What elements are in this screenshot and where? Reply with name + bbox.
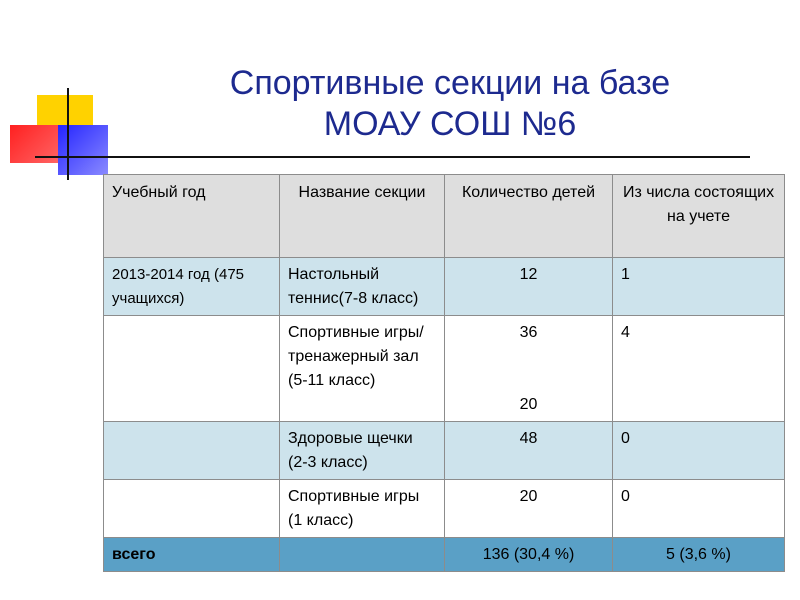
cell-section: Настольный теннис(7-8 класс): [280, 258, 445, 316]
title-line-1: Спортивные секции на базе: [229, 64, 671, 102]
sports-sections-table: [103, 174, 785, 572]
table-row: [104, 422, 785, 480]
header-section: Название секции: [280, 175, 445, 258]
slide-title: [180, 63, 720, 145]
cell-year: 2013-2014 год (475 учащихся): [104, 258, 280, 316]
cell-registered: 1: [613, 258, 785, 316]
total-section: [280, 538, 445, 572]
cell-year: [104, 422, 280, 480]
cell-registered: 0: [613, 480, 785, 538]
cell-registered: 0: [613, 422, 785, 480]
table-row: [104, 480, 785, 538]
table-row: [104, 316, 785, 422]
cell-count: [445, 316, 613, 422]
header-registered: Из числа состоящих на учете: [613, 175, 785, 258]
table-total-row: [104, 538, 785, 572]
cell-registered: 4: [613, 316, 785, 422]
cell-section: Здоровые щечки (2-3 класс): [280, 422, 445, 480]
count-value: 36: [519, 324, 538, 341]
vertical-rule: [67, 88, 69, 180]
decorative-logo: [0, 0, 130, 190]
title-line-2: МОАУ СОШ №6: [323, 105, 577, 143]
total-registered: 5 (3,6 %): [613, 538, 785, 572]
cell-count: 48: [445, 422, 613, 480]
header-count: Количество детей: [445, 175, 613, 258]
horizontal-rule: [35, 156, 750, 158]
blue-square-shape: [58, 125, 108, 175]
total-label: всего: [104, 538, 280, 572]
cell-count: 20: [445, 480, 613, 538]
cell-section: Спортивные игры (1 класс): [280, 480, 445, 538]
total-count: 136 (30,4 %): [445, 538, 613, 572]
cell-year: [104, 480, 280, 538]
cell-count: 12: [445, 258, 613, 316]
table-row: [104, 258, 785, 316]
table-header-row: [104, 175, 785, 258]
header-year: Учебный год: [104, 175, 280, 258]
cell-year: [104, 316, 280, 422]
count-value-secondary: 20: [519, 396, 538, 413]
cell-section: Спортивные игры/ тренажерный зал (5-11 класс): [280, 316, 445, 422]
